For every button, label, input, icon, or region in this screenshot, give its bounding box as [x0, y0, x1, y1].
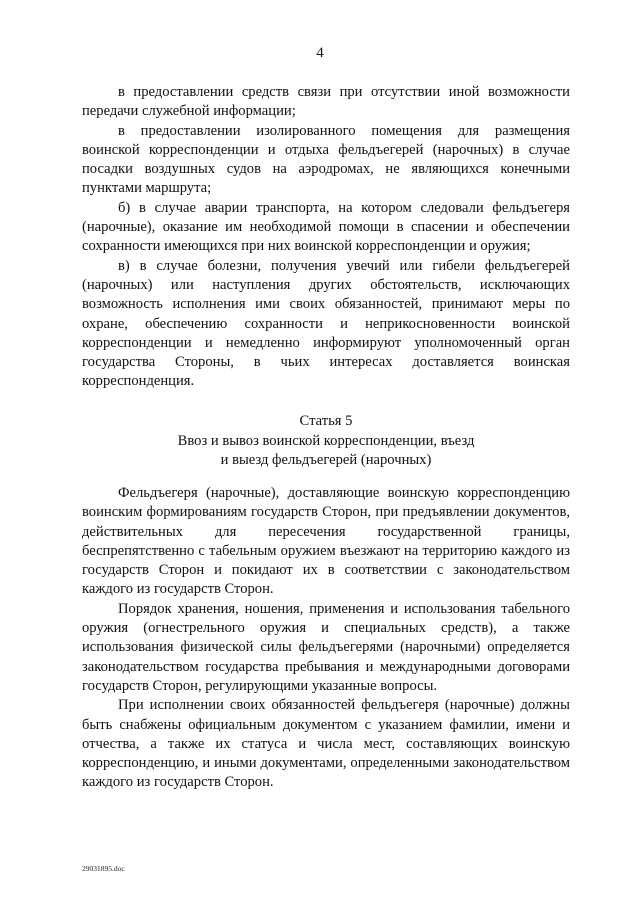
- paragraph-official-document: При исполнении своих обязанностей фельдъегеря (нарочные) должны быть снабжены официальным документом с указанием фамилии, имени и отчества, а также их статуса и числа мест, составляющих воинскую корреспонденцию, и иными документами, определенными законодательством каждого из государств Сторон.: [82, 697, 570, 791]
- document-file-code: 29031895.doc: [82, 864, 125, 873]
- top-text-block: [82, 83, 570, 392]
- article-title-line-1: Ввоз и вывоз воинской корреспонденции, въезд: [177, 432, 475, 449]
- paragraph-weapons-procedure: Порядок хранения, ношения, применения и использования табельного оружия (огнестрельного оружия и специальных средств), а также использования физической силы фельдъегерями (нарочными) определяется законодательством государства пребывания и международными договорами государств Сторон, регулирующими указанные вопросы.: [82, 600, 570, 694]
- page-number: 4: [316, 45, 324, 61]
- article-heading: [82, 412, 570, 471]
- paragraph-transport-accident: б) в случае аварии транспорта, на котором следовали фельдъегеря (нарочные), оказание им необходимой помощи в спасении и обеспечении сохранности имеющихся при них воинской корреспонденции и оружия;: [82, 199, 570, 255]
- article-number: Статья 5: [299, 413, 353, 429]
- paragraph-isolated-room: в предоставлении изолированного помещения для размещения воинской корреспонденции и отдыха фельдъегерей (нарочных) в случае посадки воздушных судов на аэродромах, не являющихся конечными пунктами маршрута;: [82, 122, 570, 197]
- article-text-block: [82, 484, 570, 793]
- article-title-line-2: и выезд фельдъегерей (нарочных): [220, 452, 432, 468]
- paragraph-entry-exit: Фельдъегеря (нарочные), доставляющие воинскую корреспонденцию воинским формированиям государств Сторон, при предъявлении документов, действительных для пересечения государственной границы, беспрепятственно с табельным оружием въезжают на территорию каждого из государств Сторон и покидают их в соответствии с законодательством каждого из государств Сторон.: [82, 485, 570, 598]
- paragraph-communication-means: в предоставлении средств связи при отсутствии иной возможности передачи служебной информации;: [82, 84, 570, 120]
- paragraph-illness-injury: в) в случае болезни, получения увечий или гибели фельдъегерей (нарочных) или наступления других обстоятельств, исключающих возможность исполнения ими своих обязанностей, принимают меры по охране, обеспечению сохранности и неприкосновенности воинской корреспонденции и немедленно информируют уполномоченный орган государства Стороны, в чьих интересах доставляется воинская корреспонденция.: [82, 257, 570, 390]
